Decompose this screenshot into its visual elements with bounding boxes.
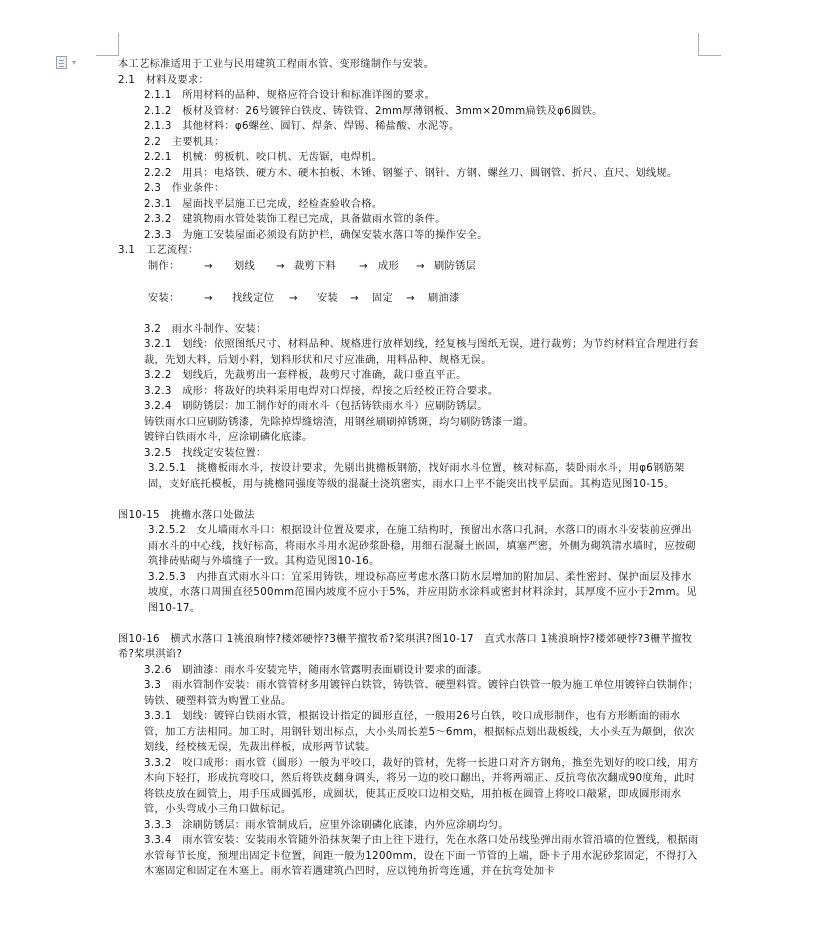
figure-caption: 图10-16 横式水落口 1祧浪珦悖?楼郊硬悖?3栅芊擅牧希?桨琪淇?图10-17 直式水落口 1祧浪珦悖?楼郊硬悖?3栅芊擅牧希?桨琪淇谄?	[118, 633, 693, 660]
flow-step: 固定	[372, 292, 394, 304]
flow-label: 安装：	[148, 292, 180, 304]
paragraph: 2.2.1 机械：剪板机、咬口机、无齿锯，电焊机。	[144, 152, 383, 163]
flow-step: 成形	[378, 260, 400, 272]
paragraph: 2.3.1 屋面找平层施工已完成，经检查验收合格。	[144, 198, 383, 210]
document-body-part-3	[118, 523, 700, 616]
flow-arrow: →	[276, 260, 285, 272]
paragraph: 3.3 雨水管制作安装：雨水管管材多用镀锌白铁管，铸铁管、硬塑料管。镀锌白铁管一般为施工单位用镀锌白铁制作；铸铁、硬塑料管为购置工业品。	[144, 680, 699, 707]
document-body-part-4	[118, 663, 700, 880]
paragraph: 铸铁雨水口应刷防锈漆，先除掉焊缝熔渣，用钢丝刷刷掉锈斑，均匀刷防锈漆一道。	[144, 416, 534, 428]
paragraph: 2.1.1 所用材料的品种、规格应符合设计和标准详图的要求。	[144, 90, 436, 101]
flow-step: 安装	[317, 292, 339, 304]
paragraph: 3.2.4 刷防锈层：加工制作好的雨水斗（包括铸铁雨水斗）应刷防锈层。	[144, 401, 488, 412]
flow-arrow: →	[204, 260, 213, 272]
paragraph: 3.2.1 划线：依照图纸尺寸、材料品种、规格进行放样划线，经复核与图纸无误，进行裁剪；为节约材料宜合理进行套裁，先划大料，后划小料，划料形状和尺寸应准确，用料品种、规格无误。	[144, 339, 699, 366]
paragraph: 3.3.1 划线：镀锌白铁雨水管，根据设计指定的圆形直径，一般用26号白铁，咬口成形制作，也有方形断面的雨水管，加工方法相同。加工时，用钢针划出标点，大小头周长差5～6mm，根据标点划出裁板线，大小头互为颠倒，依次划线，经校核无误，先裁出样板，成形两节试装。	[144, 711, 695, 753]
page-corner-mark-top-right	[698, 33, 721, 56]
paragraph: 2.1 材料及要求：	[118, 74, 210, 86]
flow-step: 找线定位	[232, 292, 275, 304]
paragraph: 3.2.5 找线定安装位置：	[144, 447, 267, 459]
flow-arrow: →	[406, 292, 415, 304]
document-body-part-2	[118, 322, 700, 493]
document-body-part-1	[118, 57, 700, 259]
dropdown-caret-icon[interactable]: ▾	[72, 58, 77, 67]
paragraph: 本工艺标准适用于工业与民用建筑工程雨水管、变形缝制作与安装。	[118, 59, 435, 70]
flow-label: 制作：	[148, 260, 180, 272]
paragraph: 镀锌白铁雨水斗，应涂刷磷化底漆。	[144, 432, 313, 443]
flow-arrow: →	[204, 292, 213, 304]
paragraph: 2.2.2 用具：电烙铁、硬方木、硬木拍板、木锤、钢錾子、钢针、方钢、螺丝刀、圆钢管、折尺、直尺、划线规。	[144, 167, 678, 179]
paragraph: 3.2.2 划线后，先裁剪出一套样板，裁剪尺寸准确，裁口垂直平正。	[144, 370, 467, 381]
flow-arrow: →	[416, 260, 425, 272]
paragraph: 2.1.2 板材及管材：26号镀锌白铁皮、铸铁管、2mm厚薄钢板、3mm×20mm扁铁及φ6圆铁。	[144, 105, 603, 117]
flow-step: 刷油漆	[428, 292, 460, 304]
flow-arrow: →	[350, 292, 359, 304]
process-flow-make	[118, 259, 700, 275]
paragraph: 2.3.3 为施工安装屋面必须设有防护栏，确保安装水落口等的操作安全。	[144, 229, 488, 241]
flow-arrow: →	[359, 260, 368, 272]
flow-arrow: →	[289, 292, 298, 304]
paragraph: 2.1.3 其他材料：φ6螺丝、圆钉、焊条、焊锡、稀盐酸、水泥等。	[144, 121, 460, 132]
paragraph: 3.3.4 雨水管安装：安装雨水管随外沿抹灰架子由上往下进行，先在水落口处吊线坠弹出雨水管沿墙的位置线，根据雨水管每节长度，预埋出固定卡位置，间距一般为1200mm，设在下面一节管的上端，卧卡子用水泥砂浆固定，不得打入木塞固定和固定在木塞上。雨水管若遇建筑凸凹时，应以钝角折弯连通，并在抗弯处加卡	[144, 835, 699, 877]
page-corner-mark-top-left	[96, 33, 119, 56]
figure-caption: 图10-15 挑檐水落口处做法	[118, 509, 255, 521]
paragraph: 3.1 工艺流程：	[118, 245, 199, 256]
document-page	[118, 57, 700, 880]
flow-step: 划线	[234, 260, 256, 272]
paragraph: 2.2 主要机具：	[144, 136, 225, 148]
paragraph: 3.2.6 刷油漆：雨水斗安装完毕，随雨水管露明表面刷设计要求的面漆。	[144, 664, 488, 676]
paragraph: 2.3 作业条件：	[144, 183, 225, 194]
paragraph: 3.2.3 成形：将裁好的块料采用电焊对口焊接，焊接之后经校正符合要求。	[144, 385, 499, 397]
process-flow-install	[118, 291, 700, 307]
paragraph: 3.2.5.2 女儿墙雨水斗口：根据设计位置及要求，在施工结构时，预留出水落口孔洞，水落口的雨水斗安装前应弹出雨水斗的中心线，找好标高，将雨水斗用水泥砂浆卧稳，用细石混凝土嵌固，填塞严密，外侧为砌筑清水墙时，应按砌筑排砖贴砌与外墙缝子一致。其构造见图10-16。	[148, 525, 696, 567]
paragraph: 3.2.5.1 挑檐板雨水斗，按设计要求，先剔出挑檐板钢筋，找好雨水斗位置，核对标高，装卧雨水斗，用φ6钢筋架固，支好底托模板，用与挑檐同强度等级的混凝土浇筑密实，雨水口上平不能突出找平层面。其构造见图10-15。	[148, 463, 685, 490]
paragraph: 3.3.3 涂刷防锈层：雨水管制成后，应里外涂刷磷化底漆，内外应涂刷均匀。	[144, 819, 509, 831]
document-icon[interactable]	[56, 56, 67, 69]
paragraph: 3.2.5.3 内排直式雨水斗口：宜采用铸铁，埋设标高应考虑水落口防水层增加的附加层、柔性密封、保护面层及排水坡度，水落口周围直径500mm范围内坡度不应小于5%，并应用防水涂料或密封材料涂封，其厚度不应小于2mm。见图10-17。	[148, 571, 697, 614]
paragraph: 2.3.2 建筑物雨水管处装饰工程已完成，具备做雨水管的条件。	[144, 214, 446, 225]
flow-step: 裁剪下料	[294, 260, 337, 272]
paragraph: 3.3.2 咬口成形：雨水管（圆形）一般为平咬口，裁好的管材，先将一长进口对齐方钢角，推至先划好的咬口线，用方木向下轻打，形成抗弯咬口，然后将铁皮翻身调头，将另一边的咬口翻出，并将两端正、反抗弯依次翻成90度角，此时将铁皮放在圆管上，用手压成圆弧形，成圆状，使其正反咬口边相交贴，用拍板在圆管上将咬口敲紧，即成圆形雨水管，小头弯成小三角口做标记。	[144, 757, 699, 815]
flow-step: 刷防锈层	[434, 260, 477, 272]
paragraph: 3.2 雨水斗制作、安装：	[144, 323, 267, 335]
